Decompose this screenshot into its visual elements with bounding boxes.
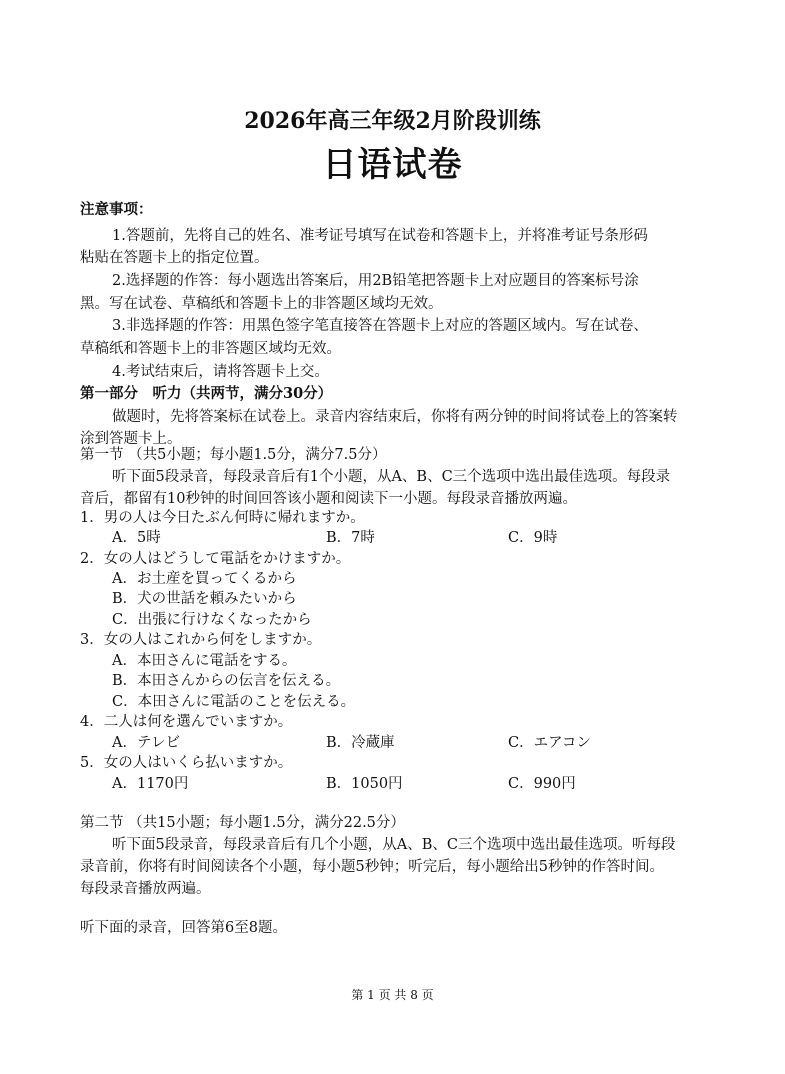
notice-item-3-line-1: 3.非选择题的作答：用黑色签字笔直接答在答题卡上对应的答题区域内。写在试卷、 bbox=[112, 318, 648, 334]
section1-heading: 第一节 （共5小题；每小题1.5分，满分7.5分） bbox=[80, 447, 387, 463]
part1-intro-line-2: 涂到答题卡上。 bbox=[80, 431, 182, 447]
question-5-stem: 5．女の人はいくら払いますか。 bbox=[80, 755, 293, 771]
section2-intro-line-1: 听下面5段录音，每段录音后有几个小题，从A、B、C三个选项中选出最佳选项。听每段 bbox=[112, 837, 676, 853]
question-4-option-c: C．エアコン bbox=[508, 735, 591, 751]
exam-subtitle: 日语试卷 bbox=[322, 145, 463, 185]
question-3-stem: 3．女の人はこれから何をしますか。 bbox=[80, 632, 322, 648]
part1-intro-line-1: 做题时，先将答案标在试卷上。录音内容结束后，你将有两分钟的时间将试卷上的答案转 bbox=[112, 409, 678, 425]
question-4-option-b: B．冷蔵庫 bbox=[326, 735, 395, 751]
question-1-stem: 1．男の人は今日たぶん何時に帰れますか。 bbox=[80, 510, 365, 526]
notice-item-3-line-2: 草稿纸和答题卡上的非答题区域均无效。 bbox=[80, 341, 341, 357]
notice-heading: 注意事项： bbox=[80, 201, 153, 218]
question-3-option-b: B．本田さんからの伝言を伝える。 bbox=[112, 673, 341, 689]
section1-intro-line-1: 听下面5段录音，每段录音后有1个小题，从A、B、C三个选项中选出最佳选项。每段录 bbox=[112, 469, 671, 485]
question-3-option-a: A．本田さんに電話をする。 bbox=[112, 653, 297, 669]
question-2-stem: 2．女の人はどうして電話をかけますか。 bbox=[80, 551, 351, 567]
page-number: 第 1 页 共 8 页 bbox=[351, 988, 434, 1002]
question-4-stem: 4．二人は何を選んでいますか。 bbox=[80, 714, 293, 730]
section2-intro-line-2: 录音前，你将有时间阅读各个小题，每小题5秒钟；听完后，每小题给出5秒钟的作答时间。 bbox=[80, 859, 664, 875]
notice-item-1-line-1: 1.答题前，先将自己的姓名、准考证号填写在试卷和答题卡上，并将准考证号条形码 bbox=[112, 228, 648, 244]
question-1-option-b: B．7時 bbox=[326, 530, 375, 546]
question-1-option-c: C．9時 bbox=[508, 530, 558, 546]
notice-item-2-line-2: 黑。写在试卷、草稿纸和答题卡上的非答题区域均无效。 bbox=[80, 296, 443, 312]
notice-item-4: 4.考试结束后，请将答题卡上交。 bbox=[112, 364, 329, 380]
notice-item-1-line-2: 粘贴在答题卡上的指定位置。 bbox=[80, 250, 269, 266]
question-3-option-c: C．本田さんに電話のことを伝える。 bbox=[112, 694, 356, 710]
notice-item-2-line-1: 2.选择题的作答：每小题选出答案后，用2B铅笔把答题卡上对应题目的答案标号涂 bbox=[112, 273, 639, 289]
exam-title: 2026年高三年级2月阶段训练 bbox=[244, 108, 541, 134]
section2-heading: 第二节 （共15小题；每小题1.5分，满分22.5分） bbox=[80, 815, 405, 831]
section2-intro-line-3: 每段录音播放两遍。 bbox=[80, 881, 211, 897]
question-4-option-a: A．テレビ bbox=[112, 735, 181, 751]
question-1-option-a: A．5時 bbox=[112, 530, 161, 546]
question-5-option-a: A．1170円 bbox=[112, 776, 189, 792]
section1-intro-line-2: 音后，都留有10秒钟的时间回答该小题和阅读下一小题。每段录音播放两遍。 bbox=[80, 491, 577, 507]
question-5-option-b: B．1050円 bbox=[326, 776, 403, 792]
question-2-option-b: B．犬の世話を頼みたいから bbox=[112, 591, 297, 607]
question-2-option-a: A．お土産を買ってくるから bbox=[112, 571, 297, 587]
question-2-option-c: C．出張に行けなくなったから bbox=[112, 612, 312, 628]
section2-instruction: 听下面的录音，回答第6至8题。 bbox=[80, 920, 287, 936]
question-5-option-c: C．990円 bbox=[508, 776, 576, 792]
part1-heading: 第一部分 听力（共两节，满分30分） bbox=[80, 385, 333, 402]
